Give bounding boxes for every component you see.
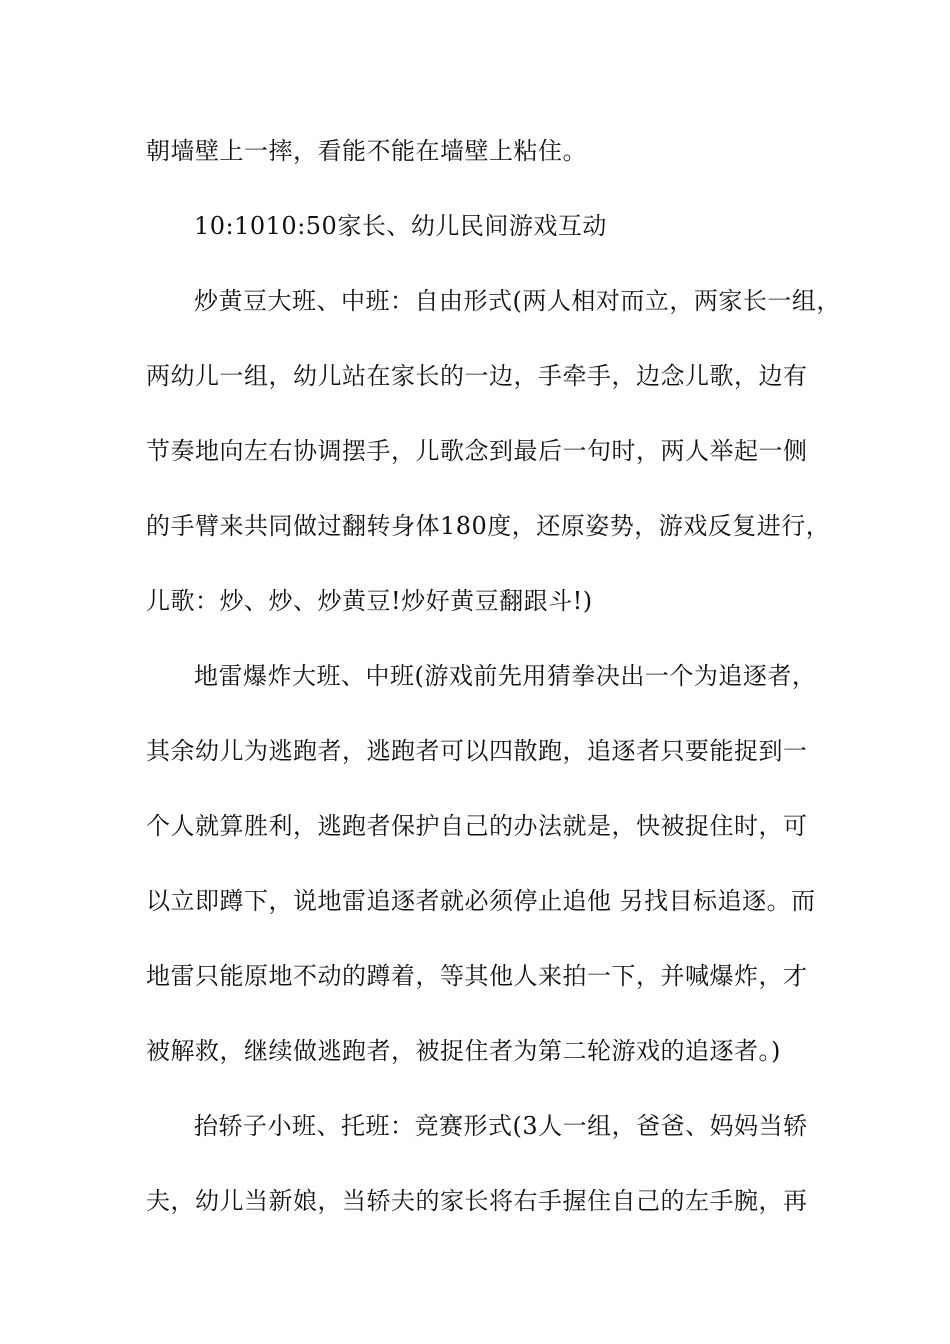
text-line: 儿歌：炒、炒、炒黄豆!炒好黄豆翻跟斗!) [146, 587, 593, 615]
paragraph-first-line: 地雷爆炸大班、中班(游戏前先用猜拳决出一个为追逐者， [194, 662, 817, 690]
paragraph-first-line: 抬轿子小班、托班：竞赛形式(3人一组，爸爸、妈妈当轿 [194, 1112, 808, 1140]
text-line: 朝墙壁上一摔，看能不能在墙壁上粘住。 [146, 137, 587, 165]
text-line: 个人就算胜利，逃跑者保护自己的办法就是，快被捉住时，可 [146, 812, 808, 840]
text-line: 地雷只能原地不动的蹲着，等其他人来拍一下，并喊爆炸，才 [146, 962, 808, 990]
paragraph-first-line: 炒黄豆大班、中班：自由形式(两人相对而立，两家长一组， [194, 287, 841, 315]
text-line: 的手臂来共同做过翻转身体180度，还原姿势，游戏反复进行， [146, 512, 831, 540]
text-line: 夫，幼儿当新娘，当轿夫的家长将右手握住自己的左手腕，再 [146, 1187, 808, 1215]
text-line: 节奏地向左右协调摆手，儿歌念到最后一句时，两人举起一侧 [146, 437, 808, 465]
text-line: 其余幼儿为逃跑者，逃跑者可以四散跑，追逐者只要能捉到一 [146, 737, 808, 765]
schedule-heading: 10:1010:50家长、幼儿民间游戏互动 [194, 212, 607, 240]
text-line: 以立即蹲下，说地雷追逐者就必须停止追他 另找目标追逐。而 [146, 887, 816, 915]
text-line: 被解救，继续做逃跑者，被捉住者为第二轮游戏的追逐者。) [146, 1037, 781, 1065]
text-line: 两幼儿一组，幼儿站在家长的一边，手牵手，边念儿歌，边有 [146, 362, 808, 390]
